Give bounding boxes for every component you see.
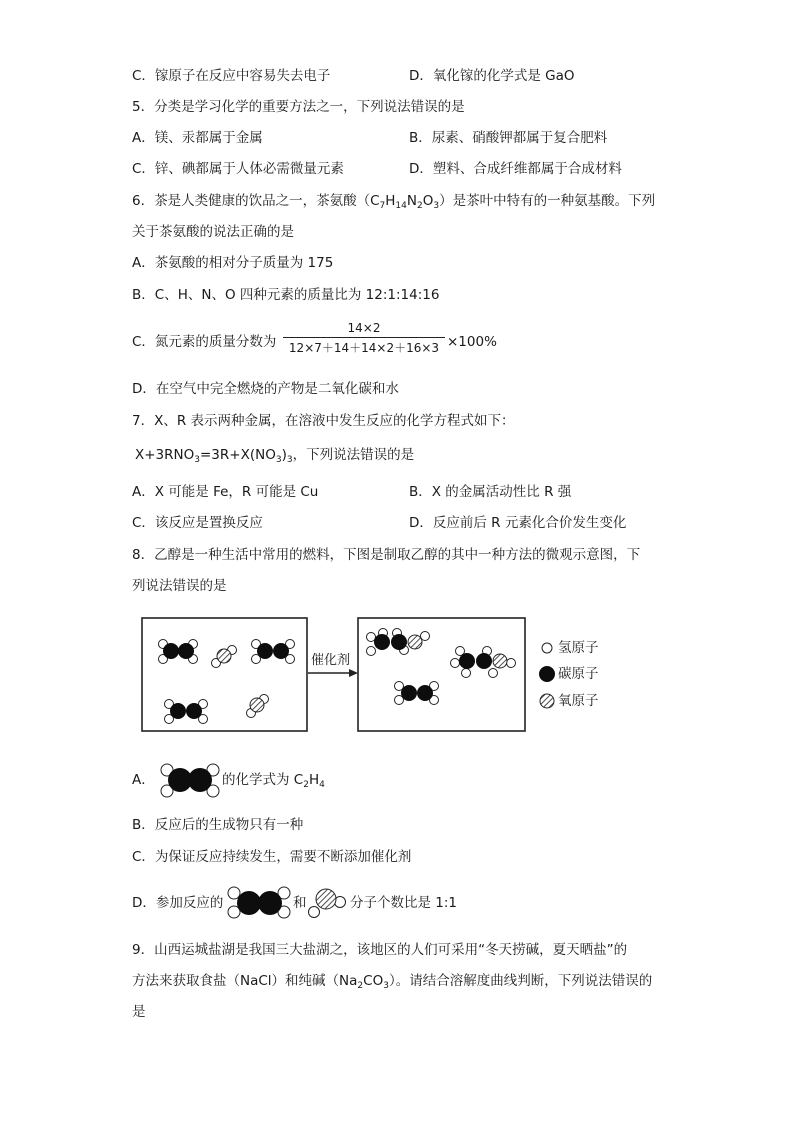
q7-equation: $X+3RNO_3=3R+X(NO_3)_3$，下列说法错误的是 [135, 447, 415, 465]
carbon-legend-icon [539, 666, 555, 682]
ethanol-molecule [367, 629, 430, 656]
q5-option-a: A．镁、汞都属于金属 [132, 130, 263, 146]
legend-oxygen-label: 氧原子 [558, 693, 599, 709]
q6-option-b: B．C、H、N、O 四种元素的质量比为 12:1:14:16 [132, 287, 440, 303]
q8-option-d-prefix: D．参加反应的 [132, 895, 224, 911]
q8-stem-line2: 列说法错误的是 [132, 578, 227, 594]
fraction-numerator: 14×2 [347, 321, 381, 335]
legend-carbon-label: 碳原子 [558, 666, 599, 682]
q8-option-d-suffix: 分子个数比是 1:1 [350, 895, 458, 911]
q9-stem: 9．山西运城盐湖是我国三大盐湖之，该地区的人们可采用“冬天捞碱，夏天晒盐”的 [132, 942, 628, 958]
ethylene-molecule [159, 640, 198, 664]
q8-option-a-prefix: A． [132, 772, 155, 788]
q7-stem: 7．X、R 表示两种金属，在溶液中发生反应的化学方程式如下： [132, 413, 515, 429]
fraction-denominator: 12×7＋14＋14×2＋16×3 [288, 341, 440, 355]
q6-option-c-percent: ×100% [447, 334, 497, 350]
q8-stem: 8．乙醇是一种生活中常用的燃料，下图是制取乙醇的其中一种方法的微观示意图，下 [132, 547, 641, 563]
q6-stem: 6．茶是人类健康的饮品之一，茶氨酸$(C_7H_{14}N_2O_3)$是茶叶中特有的一种氨基酸。下列 [132, 193, 656, 211]
q7-option-c: C．该反应是置换反应 [132, 515, 263, 531]
q5-option-b: B．尿素、硝酸钾都属于复合肥料 [409, 130, 608, 146]
q8-option-a-text: 的化学式为 $C_2H_4$ [222, 772, 325, 790]
q4-option-c: C．镓原子在反应中容易失去电子 [132, 68, 331, 84]
q7-option-a: A．X 可能是 Fe，R 可能是 Cu [132, 484, 319, 500]
q6-option-c-label: C．氮元素的质量分数为 [132, 334, 277, 350]
option-a-ethylene-icon [161, 764, 219, 797]
q4-option-d: D．氧化镓的化学式是 GaO [409, 68, 575, 84]
hydrogen-legend-icon [542, 643, 552, 653]
ethylene-molecule [395, 682, 439, 705]
ethanol-molecule [451, 647, 516, 678]
q6-option-a: A．茶氨酸的相对分子质量为 175 [132, 255, 334, 271]
products-box [358, 618, 525, 731]
option-d-ethylene-icon [228, 887, 290, 918]
q5-stem: 5．分类是学习化学的重要方法之一，下列说法错误的是 [132, 99, 465, 115]
q6-stem-line2: 关于茶氨酸的说法正确的是 [132, 224, 294, 240]
q6-option-d: D．在空气中完全燃烧的产物是二氧化碳和水 [132, 381, 399, 397]
reactants-box [142, 618, 307, 731]
fraction-bar [283, 337, 445, 338]
water-molecule [212, 646, 237, 668]
nitrogen-fraction [283, 320, 445, 356]
catalyst-label: 催化剂 [311, 653, 351, 668]
ethylene-molecule [252, 640, 295, 664]
q5-option-c: C．锌、碘都属于人体必需微量元素 [132, 161, 344, 177]
q8-option-d-and: 和 [293, 895, 307, 911]
q5-option-d: D．塑料、合成纤维都属于合成材料 [409, 161, 622, 177]
water-molecule [247, 695, 269, 718]
q9-stem-line2: 方法来获取食盐（NaCl）和纯碱$(Na_2CO_3)$。请结合溶解度曲线判断，下列说法错误的 [132, 973, 653, 991]
q7-option-d: D．反应前后 R 元素化合价发生变化 [409, 515, 627, 531]
q8-option-c: C．为保证反应持续发生，需要不断添加催化剂 [132, 849, 412, 865]
ethylene-molecule [165, 700, 208, 724]
legend-hydrogen-label: 氢原子 [558, 640, 599, 656]
q7-option-b: B．X 的金属活动性比 R 强 [409, 484, 572, 500]
option-d-water-icon [309, 889, 346, 918]
q9-stem-line3: 是 [132, 1004, 146, 1020]
q8-option-b: B．反应后的生成物只有一种 [132, 817, 304, 833]
oxygen-legend-icon [540, 694, 554, 708]
